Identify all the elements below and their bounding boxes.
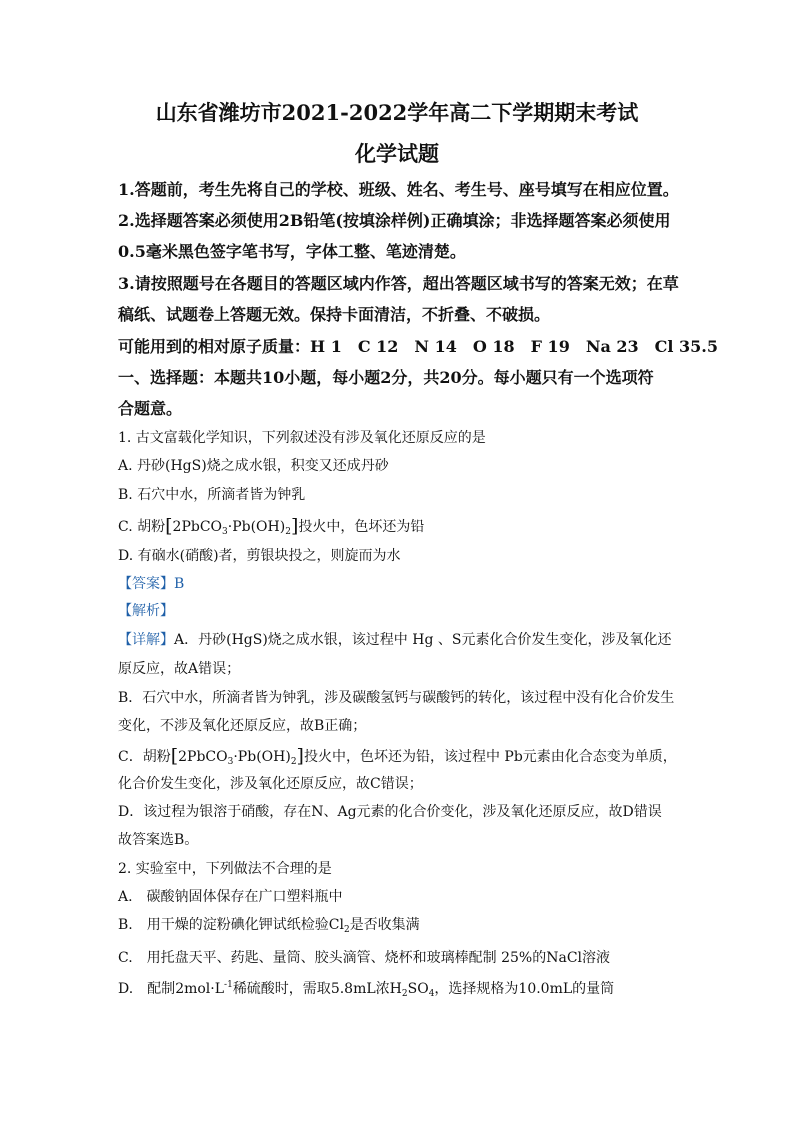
q1-detail-line-6: 化合价发生变化，涉及氧化还原反应，故C错误； [118,776,423,792]
q1-detail-5-suffix: 投火中，色坏还为铅，该过程中 Pb元素由化合态变为单质， [303,749,677,765]
q1-detail-tag: 【详解】 [118,632,174,648]
q2-option-b [118,917,420,934]
q2-option-d-post: ，选择规格为 [434,981,519,997]
instruction-line-3: 0.5毫米黑色签字笔书写，字体工整、笔迹清楚。 [118,242,466,261]
q2-option-d-mid: 稀硫酸时，需取 [232,981,331,997]
q2-option-d-end: 的量筒 [572,981,615,997]
q1-detail-line-7: D．该过程为银溶于硝酸，存在N、Ag元素的化合价变化，涉及氧化还原反应，故D错误 [118,804,662,820]
q2-option-d-sup: -1 [224,980,233,990]
q1-option-c-suffix: 投火中，色坏还为铅 [298,519,425,535]
q2-option-d-conc: 2mol·L [175,981,225,997]
q1-formula-part2: ·Pb(OH) [227,519,286,535]
q1-detail-5-prefix: C．胡粉 [118,749,171,765]
q2-option-b-suffix: 是否收集满 [349,917,420,933]
q1-detail-line-5: C．胡粉$[2PbCO_3\cdot Pb(OH)_2]$投火中，色坏还为铅，该过程中 Pb元素由化合态变为单质， [118,745,677,767]
q2-option-a: A. 碳酸钠固体保存在广口塑料瓶中 [118,889,343,905]
q1-stem: 1. 古文富载化学知识，下列叙述没有涉及氧化还原反应的是 [118,430,486,446]
q2-option-d-sub2: 4 [428,989,435,999]
q1-detail-formula-part2: ·Pb(OH) [233,749,291,765]
section-heading: 一、选择题：本题共10小题，每小题2分，共20分。每小题只有一个选项符 [118,368,654,387]
q1-option-c-prefix: C. 胡粉 [118,519,166,535]
q1-detail-text-1: A．丹砂(HgS)烧之成水银，该过程中 Hg 、S元素化合价发生变化，涉及氧化还 [174,632,672,648]
q1-option-a: A. 丹砂(HgS)烧之成水银，积变又还成丹砂 [118,458,389,474]
q2-option-d-volume: 5.8mL [330,981,376,997]
atomic-mass-line: 可能用到的相对原子质量：H 1 C 12 N 14 O 18 F 19 Na 23 Cl 35.5 [118,337,719,356]
q2-option-d-so: SO [407,981,429,997]
q1-formula-sub1: 3 [222,527,228,537]
q1-formula-sub2: 2 [285,527,291,537]
q1-detail-formula-sub1: 3 [227,757,234,767]
q1-detail-line-3: B．石穴中水，所滴者皆为钟乳，涉及碳酸氢钙与碳酸钙的转化，该过程中没有化合价发生 [118,690,675,706]
q1-detail-line-4: 变化，不涉及氧化还原反应，故B正确； [118,718,367,734]
q2-option-b-formula: Cl [328,917,344,933]
q1-option-d: D. 有硇水(硝酸)者，剪银块投之，则旋而为水 [118,548,401,564]
q1-detail-formula-sub2: 2 [290,757,297,767]
q1-analysis-label: 【解析】 [118,603,174,619]
q2-stem: 2. 实验室中，下列做法不合理的是 [118,861,332,877]
q2-option-d-h: H [389,981,402,997]
q1-detail-line-1 [118,632,671,649]
instruction-line-4: 3.请按照题号在各题目的答题区域内作答，超出答题区域书写的答案无效；在草 [118,274,679,293]
q1-option-b: B. 石穴中水，所滴者皆为钟乳 [118,487,306,503]
q1-option-c: C. 胡粉$[2PbCO_3\cdot Pb(OH)_2]$投火中，色坏还为铅 [118,515,425,537]
q2-option-d-sub1: 2 [401,989,408,999]
q2-option-d-prefix: D. 配制 [118,981,176,997]
instruction-line-2: 2.选择题答案必须使用2B铅笔(按填涂样例)正确填涂；非选择题答案必须使用 [118,211,671,230]
q2-option-c: C. 用托盘天平、药匙、量筒、胶头滴管、烧杯和玻璃棒配制 25%的NaCl溶液 [118,950,611,966]
q2-option-d-cylinder: 10.0mL [518,981,573,997]
q2-option-d-mid2: 浓 [375,981,390,997]
q1-answer: 【答案】B [118,576,185,592]
section-heading-cont: 合题意。 [118,399,183,418]
q1-detail-line-2: 原反应，故A错误； [118,661,241,677]
instruction-line-1: 1.答题前，考生先将自己的学校、班级、姓名、考生号、座号填写在相应位置。 [118,180,679,199]
q1-detail-line-8: 故答案选B。 [118,832,199,848]
instruction-line-5: 稿纸、试题卷上答题无效。保持卡面清洁，不折叠、不破损。 [118,305,551,324]
page-subtitle: 化学试题 [355,141,439,166]
page-title: 山东省潍坊市2021-2022学年高二下学期期末考试 [155,100,639,125]
q1-detail-formula-part1: 2PbCO [178,749,228,765]
q2-option-b-prefix: B. 用干燥的淀粉碘化钾试纸检验 [118,917,329,933]
q2-option-b-sub: 2 [343,925,350,935]
q2-option-d [118,981,614,998]
q1-formula-part1: 2PbCO [172,519,223,535]
